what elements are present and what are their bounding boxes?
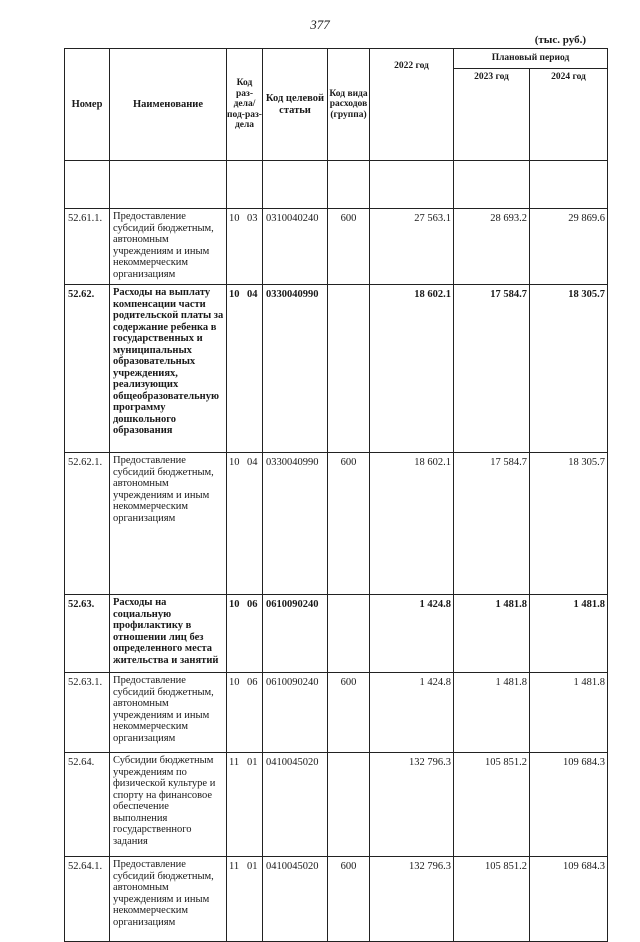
row-number: 52.64.1. [65,857,110,942]
row-2024: 1 481.8 [530,595,608,673]
page-number: 377 [310,17,330,32]
row-kod-razdela [227,285,263,453]
row-2022: 1 424.8 [370,595,454,673]
header-naimenovanie: Наименование [110,49,227,161]
row-kod-celevoy: 0610090240 [263,595,328,673]
row-kod-celevoy: 0410045020 [263,753,328,857]
row-number: 52.61.1. [65,209,110,285]
row-kod-celevoy: 0610090240 [263,673,328,753]
row-name: Предоставление субсидий бюджетным, автономным учреждениям и иным некоммерческим организациям [110,209,227,285]
row-kod-vida: 600 [328,209,370,285]
header-nomer: Номер [65,49,110,161]
razdel-code: 10 [229,213,240,224]
razdel-code: 11 [229,757,240,768]
table-row [65,673,608,753]
row-2022: 18 602.1 [370,285,454,453]
row-kod-razdela [227,857,263,942]
row-name: Расходы на выплату компенсации части родительской платы за содержание ребенка в государственных и муниципальных образовательных учреждениях, реализующих общеобразовательную программу дошкольного образования [110,285,227,453]
row-kod-celevoy: 0410045020 [263,857,328,942]
table-row [65,453,608,595]
row-kod-razdela [227,753,263,857]
table-row [65,209,608,285]
header-2023: 2023 год [454,69,530,161]
row-2022: 18 602.1 [370,453,454,595]
podrazdel-code: 06 [247,677,258,688]
row-kod-razdela [227,673,263,753]
row-kod-razdela [227,453,263,595]
podrazdel-code: 04 [247,457,258,468]
row-name: Расходы на социальную профилактику в отношении лиц без определенного места жительства и занятий [110,595,227,673]
row-2024: 29 869.6 [530,209,608,285]
table-row [65,285,608,453]
row-kod-celevoy: 0330040990 [263,285,328,453]
row-2023: 105 851.2 [454,857,530,942]
row-number: 52.64. [65,753,110,857]
row-2023: 105 851.2 [454,753,530,857]
row-2024: 18 305.7 [530,285,608,453]
row-name: Предоставление субсидий бюджетным, автономным учреждениям и иным некоммерческим организациям [110,857,227,942]
budget-table [64,48,608,942]
header-kod-celevoy: Код целевой статьи [263,49,328,161]
header-kod-vida: Код вида расходов (группа) [328,49,370,161]
podrazdel-code: 01 [247,861,258,872]
row-2023: 17 584.7 [454,285,530,453]
row-kod-vida [328,285,370,453]
row-kod-vida [328,753,370,857]
row-2024: 18 305.7 [530,453,608,595]
row-number: 52.62. [65,285,110,453]
razdel-code: 10 [229,599,240,610]
row-2022: 27 563.1 [370,209,454,285]
header-kod-razdela: Код раз-дела/ под-раз-дела [227,49,263,161]
row-2023: 28 693.2 [454,209,530,285]
podrazdel-code: 01 [247,757,258,768]
row-2022: 1 424.8 [370,673,454,753]
row-2024: 109 684.3 [530,857,608,942]
table-row [65,595,608,673]
podrazdel-code: 04 [247,289,258,300]
row-number: 52.63.1. [65,673,110,753]
units-label: (тыс. руб.) [534,34,586,46]
podrazdel-code: 06 [247,599,258,610]
row-kod-celevoy: 0310040240 [263,209,328,285]
row-name: Предоставление субсидий бюджетным, автономным учреждениям и иным некоммерческим организациям [110,673,227,753]
row-number: 52.63. [65,595,110,673]
razdel-code: 10 [229,289,240,300]
podrazdel-code: 03 [247,213,258,224]
table-row [65,753,608,857]
header-2024: 2024 год [530,69,608,161]
row-2023: 1 481.8 [454,673,530,753]
row-kod-vida: 600 [328,857,370,942]
row-name: Предоставление субсидий бюджетным, автономным учреждениям и иным некоммерческим организациям [110,453,227,595]
row-kod-vida: 600 [328,453,370,595]
row-number: 52.62.1. [65,453,110,595]
row-2024: 109 684.3 [530,753,608,857]
row-name: Субсидии бюджетным учреждениям по физической культуре и спорту на финансовое обеспечение выполнения государственного задания [110,753,227,857]
row-kod-celevoy: 0330040990 [263,453,328,595]
row-kod-vida [328,595,370,673]
row-2022: 132 796.3 [370,857,454,942]
razdel-code: 10 [229,457,240,468]
row-kod-vida: 600 [328,673,370,753]
razdel-code: 11 [229,861,240,872]
row-2023: 17 584.7 [454,453,530,595]
table-row [65,857,608,942]
header-2022: 2022 год [370,49,454,161]
row-2022: 132 796.3 [370,753,454,857]
row-kod-razdela [227,209,263,285]
row-kod-razdela [227,595,263,673]
razdel-code: 10 [229,677,240,688]
row-2023: 1 481.8 [454,595,530,673]
header-planoviy: Плановый период [454,49,608,69]
row-2024: 1 481.8 [530,673,608,753]
